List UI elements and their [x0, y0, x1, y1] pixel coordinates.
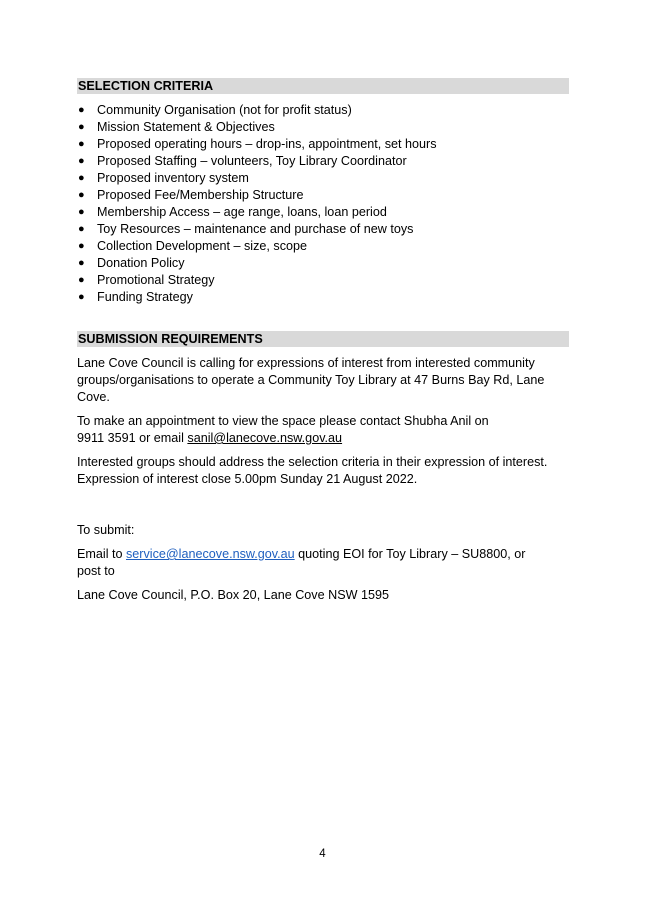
- bullet-icon: ●: [78, 189, 85, 201]
- submit-email-link[interactable]: service@lanecove.nsw.gov.au: [126, 547, 295, 561]
- list-item: ● Collection Development – size, scope: [78, 239, 308, 253]
- email-prefix: Email to: [77, 547, 123, 561]
- postal-address: Lane Cove Council, P.O. Box 20, Lane Cove NSW 1595: [77, 588, 389, 602]
- list-item: ● Proposed Fee/Membership Structure: [78, 188, 304, 202]
- bullet-icon: ●: [78, 206, 85, 218]
- contact-line: To make an appointment to view the space please contact Shubha Anil on: [77, 414, 489, 428]
- bullet-icon: ●: [78, 172, 85, 184]
- list-item: ● Membership Access – age range, loans, loan period: [78, 205, 387, 219]
- post-to-text: post to: [77, 564, 115, 578]
- bullet-icon: ●: [78, 240, 85, 252]
- list-item: ● Donation Policy: [78, 256, 185, 270]
- bullet-icon: ●: [78, 121, 85, 133]
- list-item: ● Promotional Strategy: [78, 273, 215, 287]
- bullet-icon: ●: [78, 291, 85, 303]
- email-paragraph: [77, 546, 569, 580]
- list-item: ● Proposed inventory system: [78, 171, 249, 185]
- page-number: 4: [319, 848, 326, 860]
- email-suffix: quoting EOI for Toy Library – SU8800, or: [298, 547, 526, 561]
- list-item: ● Funding Strategy: [78, 290, 193, 304]
- contact-email-link[interactable]: sanil@lanecove.nsw.gov.au: [187, 431, 343, 445]
- list-item: ● Toy Resources – maintenance and purchase of new toys: [78, 222, 414, 236]
- bullet-icon: ●: [78, 138, 85, 150]
- to-submit-label: To submit:: [77, 523, 135, 537]
- list-item: ● Proposed operating hours – drop-ins, appointment, set hours: [78, 137, 437, 151]
- contact-phone: 9911 3591 or email: [77, 431, 184, 445]
- submission-requirements-heading: SUBMISSION REQUIREMENTS: [77, 331, 569, 347]
- list-item: ● Community Organisation (not for profit status): [78, 103, 352, 117]
- bullet-icon: ●: [78, 104, 85, 116]
- intro-paragraph: Lane Cove Council is calling for expressions of interest from interested community groups/organisations to operate a Community Toy Library at 47 Burns Bay Rd, Lane Cove.: [77, 356, 545, 404]
- page-content: [77, 78, 569, 604]
- bullet-icon: ●: [78, 223, 85, 235]
- bullet-icon: ●: [78, 274, 85, 286]
- selection-criteria-heading: SELECTION CRITERIA: [77, 78, 569, 94]
- selection-criteria-list: [77, 102, 569, 306]
- contact-paragraph: [77, 413, 569, 447]
- criteria-paragraph: [77, 454, 569, 488]
- list-item: ● Proposed Staffing – volunteers, Toy Library Coordinator: [78, 154, 407, 168]
- close-date-text: Expression of interest close 5.00pm Sunday 21 August 2022.: [77, 472, 418, 486]
- bullet-icon: ●: [78, 257, 85, 269]
- bullet-icon: ●: [78, 155, 85, 167]
- address-criteria-text: Interested groups should address the selection criteria in their expression of interest.: [77, 455, 548, 469]
- list-item: ● Mission Statement & Objectives: [78, 120, 275, 134]
